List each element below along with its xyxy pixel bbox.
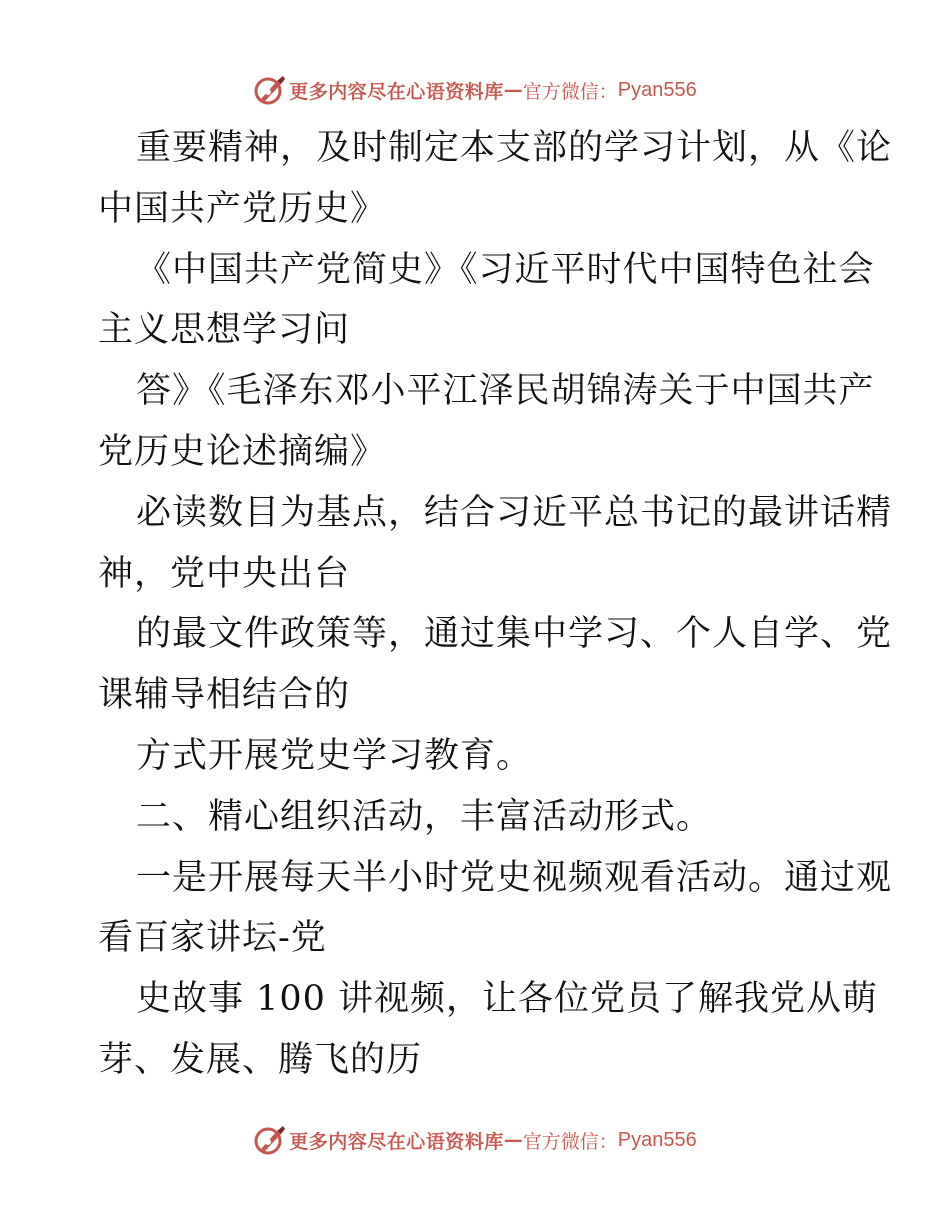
watermark-wechat-id: Pyan556: [617, 78, 697, 101]
watermark-dash: —: [503, 79, 523, 101]
body-line: 方式开展党史学习教育。: [136, 735, 533, 776]
watermark-text: 更多内容尽在心语资料库: [289, 80, 504, 103]
body-line: 史故事 100 讲视频，让各位党员了解我党从萌: [136, 979, 879, 1020]
body-line: 重要精神，及时制定本支部的学习计划，从《论: [136, 128, 893, 168]
pen-logo-icon: [253, 1123, 287, 1157]
body-line: 《中国共产党简史》《习近平时代中国特色社会: [136, 249, 875, 290]
body-line: 中国共产党历史》: [98, 188, 387, 229]
body-line: 答》《毛泽东邓小平江泽民胡锦涛关于中国共产: [136, 371, 875, 412]
footer-watermark: [0, 1122, 950, 1158]
body-line: 一是开展每天半小时党史视频观看活动。通过观: [136, 857, 893, 898]
pen-logo-icon: [253, 73, 287, 107]
section-heading: 二、精心组织活动，丰富活动形式。: [136, 796, 713, 837]
body-line: 必读数目为基点，结合习近平总书记的最讲话精: [136, 492, 893, 533]
body-line: 神，党中央出台: [98, 553, 351, 594]
document-body: [98, 118, 893, 1091]
watermark-text: 更多内容尽在心语资料库: [289, 1130, 504, 1153]
header-watermark: [0, 72, 950, 108]
watermark-wechat-label: 官方微信：: [522, 80, 618, 103]
body-line: 课辅导相结合的: [98, 675, 351, 716]
body-line: 主义思想学习问: [98, 310, 351, 351]
body-line: 党历史论述摘编》: [98, 431, 387, 472]
watermark-wechat-id: Pyan556: [617, 1128, 697, 1151]
body-line: 芽、发展、腾飞的历: [98, 1039, 423, 1080]
body-line: 看百家讲坛-党: [98, 918, 327, 959]
watermark-dash: —: [503, 1129, 523, 1151]
watermark-wechat-label: 官方微信：: [522, 1130, 618, 1153]
body-line: 的最文件政策等，通过集中学习、个人自学、党: [136, 614, 893, 655]
